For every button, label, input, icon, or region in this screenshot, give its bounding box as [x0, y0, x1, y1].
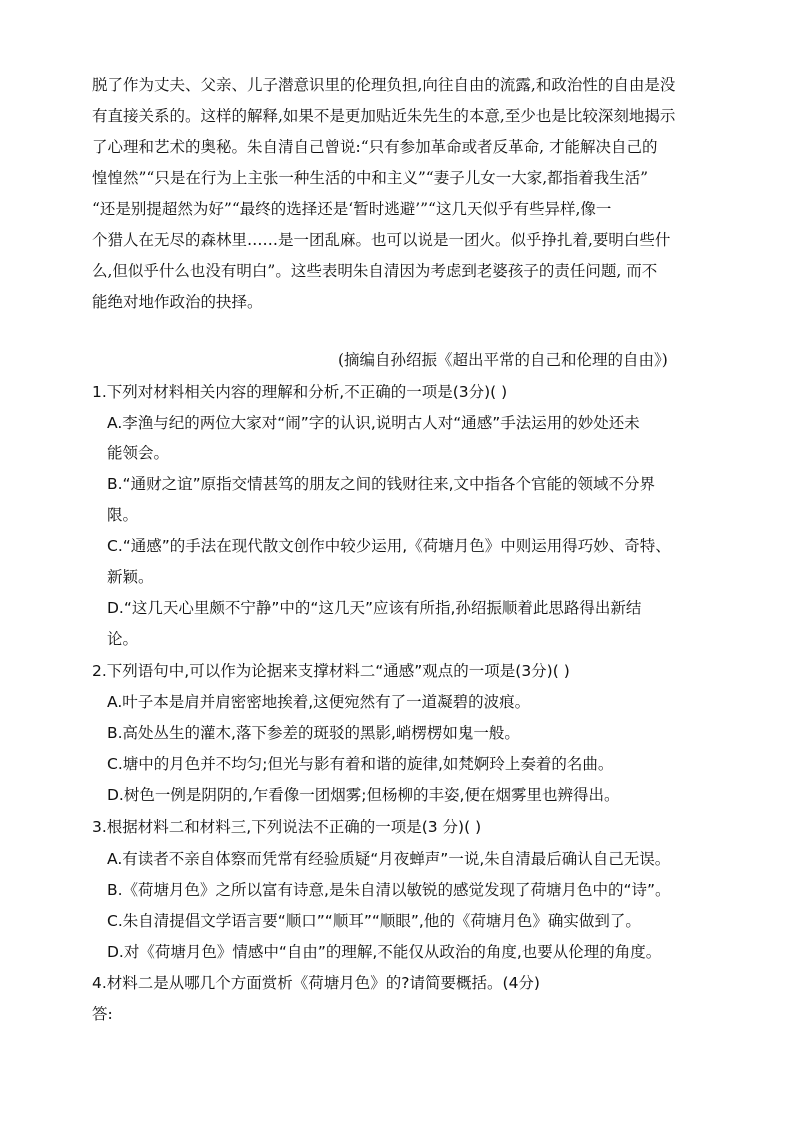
q2-option-c[interactable]: C.塘中的月色并不均匀;但光与影有着和谐的旋律,如梵婀玲上奏着的名曲。 [107, 755, 614, 773]
q3-option-d[interactable]: D.对《荷塘月色》情感中“自由”的理解,不能仅从政治的角度,也要从伦理的角度。 [107, 943, 662, 961]
q1-option-d[interactable]: D.“这几天心里颇不宁静”中的“这几天”应该有所指,孙绍振顺着此思路得出新结 [107, 599, 642, 617]
passage-line: 惶惶然”“只是在行为上主张一种生活的中和主义”“妻子儿女一大家,都指着我生活” [92, 169, 649, 187]
reading-passage [92, 70, 704, 318]
passage-line: 能绝对地作政治的抉择。 [92, 293, 263, 311]
q2-option-a[interactable]: A.叶子本是肩并肩密密地挨着,这便宛然有了一道凝碧的波痕。 [107, 693, 531, 711]
passage-line: 有直接关系的。这样的解释,如果不是更加贴近朱先生的本意,至少也是比较深刻地揭示 [92, 107, 676, 125]
q1-option-c-cont: 新颖。 [107, 568, 154, 586]
q1-option-b[interactable]: B.“通财之谊”原指交情甚笃的朋友之间的钱财往来,文中指各个官能的领域不分界 [107, 475, 656, 493]
q3-option-b[interactable]: B.《荷塘月色》之所以富有诗意,是朱自清以敏锐的感觉发现了荷塘月色中的“诗”。 [107, 881, 671, 899]
q1-option-a[interactable]: A.李渔与纪的两位大家对“闹”字的认识,说明古人对“通感”手法运用的妙处还未 [107, 414, 640, 432]
q3-option-c[interactable]: C.朱自清提倡文学语言要“顺口”“顺耳”“顺眼”,他的《荷塘月色》确实做到了。 [107, 912, 641, 930]
passage-line: 个猎人在无尽的森林里……是一团乱麻。也可以说是一团火。似乎挣扎着,要明白些什 [92, 231, 671, 249]
q1-option-b-cont: 限。 [107, 506, 139, 524]
passage-line: 了心理和艺术的奥秘。朱自清自己曾说:“只有参加革命或者反革命, 才能解决自己的 [92, 138, 658, 156]
question-1-stem: 1.下列对材料相关内容的理解和分析,不正确的一项是(3分)( ) [92, 383, 508, 401]
q1-option-d-cont: 论。 [107, 630, 139, 648]
passage-line: 么,但似乎什么也没有明白”。这些表明朱自清因为考虑到老婆孩子的责任问题, 而不 [92, 262, 658, 280]
question-4-stem: 4.材料二是从哪几个方面赏析《荷塘月色》的?请简要概括。(4分) [92, 974, 540, 992]
passage-source: (摘编自孙绍振《超出平常的自己和伦理的自由》) [338, 351, 668, 369]
q1-option-c[interactable]: C.“通感”的手法在现代散文创作中较少运用,《荷塘月色》中则运用得巧妙、奇特、 [107, 537, 671, 555]
q2-option-b[interactable]: B.高处丛生的灌木,落下参差的斑驳的黑影,峭楞楞如鬼一般。 [107, 724, 520, 742]
question-3-stem: 3.根据材料二和材料三,下列说法不正确的一项是(3 分)( ) [92, 818, 482, 836]
q2-option-d[interactable]: D.树色一例是阴阴的,乍看像一团烟雾;但杨柳的丰姿,便在烟雾里也辨得出。 [107, 786, 620, 804]
passage-line: 脱了作为丈夫、父亲、儿子潜意识里的伦理负担,向往自由的流露,和政治性的自由是没 [92, 76, 676, 94]
question-2-stem: 2.下列语句中,可以作为论据来支撑材料二“通感”观点的一项是(3分)( ) [92, 662, 570, 680]
q1-option-a-cont: 能领会。 [107, 444, 170, 462]
q3-option-a[interactable]: A.有读者不亲自体察而凭常有经验质疑“月夜蝉声”一说,朱自清最后确认自己无误。 [107, 850, 671, 868]
passage-line: “还是别提超然为好”“最终的选择还是‘暂时逃避’”“这几天似乎有些异样,像一 [92, 200, 612, 218]
answer-label: 答: [92, 1005, 113, 1023]
